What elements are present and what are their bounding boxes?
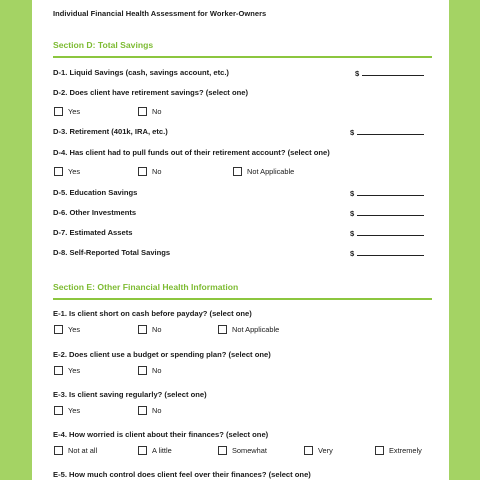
checkbox[interactable] [304,446,313,455]
option-e2-no[interactable] [138,366,161,375]
checkbox[interactable] [218,325,227,334]
document-title: Individual Financial Health Assessment for Worker-Owners [53,9,267,18]
currency-sign: $ [350,249,355,258]
option-label: Extremely [389,446,422,455]
option-d4-not-applicable[interactable] [233,167,294,176]
section-d-rule [53,56,432,58]
section-e-rule [53,298,432,300]
checkbox[interactable] [138,366,147,375]
option-label: Yes [68,366,81,375]
option-e1-yes[interactable] [54,325,80,334]
option-e3-no[interactable] [138,406,161,415]
option-e2-yes[interactable] [54,366,80,375]
option-label: A little [152,446,172,455]
option-label: No [152,167,162,176]
answer-line [357,188,424,196]
option-label: Not Applicable [232,325,280,334]
question-d7: D-7. Estimated Assets [53,228,133,237]
question-e1: E-1. Is client short on cash before payday? (select one) [53,309,252,318]
answer-d6-field[interactable] [350,208,424,218]
answer-d7-field[interactable] [350,228,424,238]
checkbox[interactable] [54,167,63,176]
answer-line [362,68,424,76]
option-e4-a-little[interactable] [138,446,172,455]
option-e4-very[interactable] [304,446,333,455]
currency-sign: $ [350,189,355,198]
currency-sign: $ [355,69,360,78]
answer-d5-field[interactable] [350,188,424,198]
option-e3-yes[interactable] [54,406,80,415]
answer-d3-field[interactable] [350,127,424,137]
option-d4-no[interactable] [138,167,161,176]
option-e4-not-at-all[interactable] [54,446,97,455]
answer-line [357,228,424,236]
question-e4: E-4. How worried is client about their finances? (select one) [53,430,269,439]
checkbox[interactable] [54,366,63,375]
checkbox[interactable] [138,446,147,455]
option-label: Very [318,446,333,455]
checkbox[interactable] [138,167,147,176]
answer-d8-field[interactable] [350,248,424,258]
option-label: Yes [68,167,81,176]
answer-line [357,248,424,256]
option-label: Yes [68,406,81,415]
question-d3: D-3. Retirement (401k, IRA, etc.) [53,127,168,136]
checkbox[interactable] [138,406,147,415]
answer-d1-field[interactable] [355,68,424,78]
currency-sign: $ [350,209,355,218]
option-d2-yes[interactable] [54,107,80,116]
option-label: No [152,366,162,375]
option-d2-no[interactable] [138,107,161,116]
option-e4-extremely[interactable] [375,446,422,455]
question-d6: D-6. Other Investments [53,208,137,217]
option-label: Not Applicable [247,167,295,176]
option-label: No [152,107,162,116]
question-d1: D-1. Liquid Savings (cash, savings account, etc.) [53,68,229,77]
question-e3: E-3. Is client saving regularly? (select one) [53,390,207,399]
checkbox[interactable] [218,446,227,455]
question-d8: D-8. Self-Reported Total Savings [53,248,171,257]
checkbox[interactable] [54,325,63,334]
checkbox[interactable] [54,107,63,116]
currency-sign: $ [350,229,355,238]
option-label: Yes [68,107,81,116]
checkbox[interactable] [54,446,63,455]
question-e2: E-2. Does client use a budget or spending plan? (select one) [53,350,271,359]
question-d5: D-5. Education Savings [53,188,138,197]
section-e-title: Section E: Other Financial Health Information [53,282,239,292]
option-label: Yes [68,325,81,334]
checkbox[interactable] [233,167,242,176]
section-d-title: Section D: Total Savings [53,40,154,50]
checkbox[interactable] [375,446,384,455]
answer-line [357,127,424,135]
checkbox[interactable] [54,406,63,415]
question-e5: E-5. How much control does client feel over their finances? (select one) [53,470,311,479]
option-e4-somewhat[interactable] [218,446,267,455]
currency-sign: $ [350,128,355,137]
checkbox[interactable] [138,107,147,116]
option-label: No [152,406,162,415]
question-d4: D-4. Has client had to pull funds out of their retirement account? (select one) [53,148,330,157]
checkbox[interactable] [138,325,147,334]
form-page [32,0,449,480]
question-d2: D-2. Does client have retirement savings? (select one) [53,88,248,97]
option-e1-no[interactable] [138,325,161,334]
answer-line [357,208,424,216]
option-label: Not at all [68,446,98,455]
option-d4-yes[interactable] [54,167,80,176]
option-e1-not-applicable[interactable] [218,325,279,334]
option-label: Somewhat [232,446,267,455]
option-label: No [152,325,162,334]
